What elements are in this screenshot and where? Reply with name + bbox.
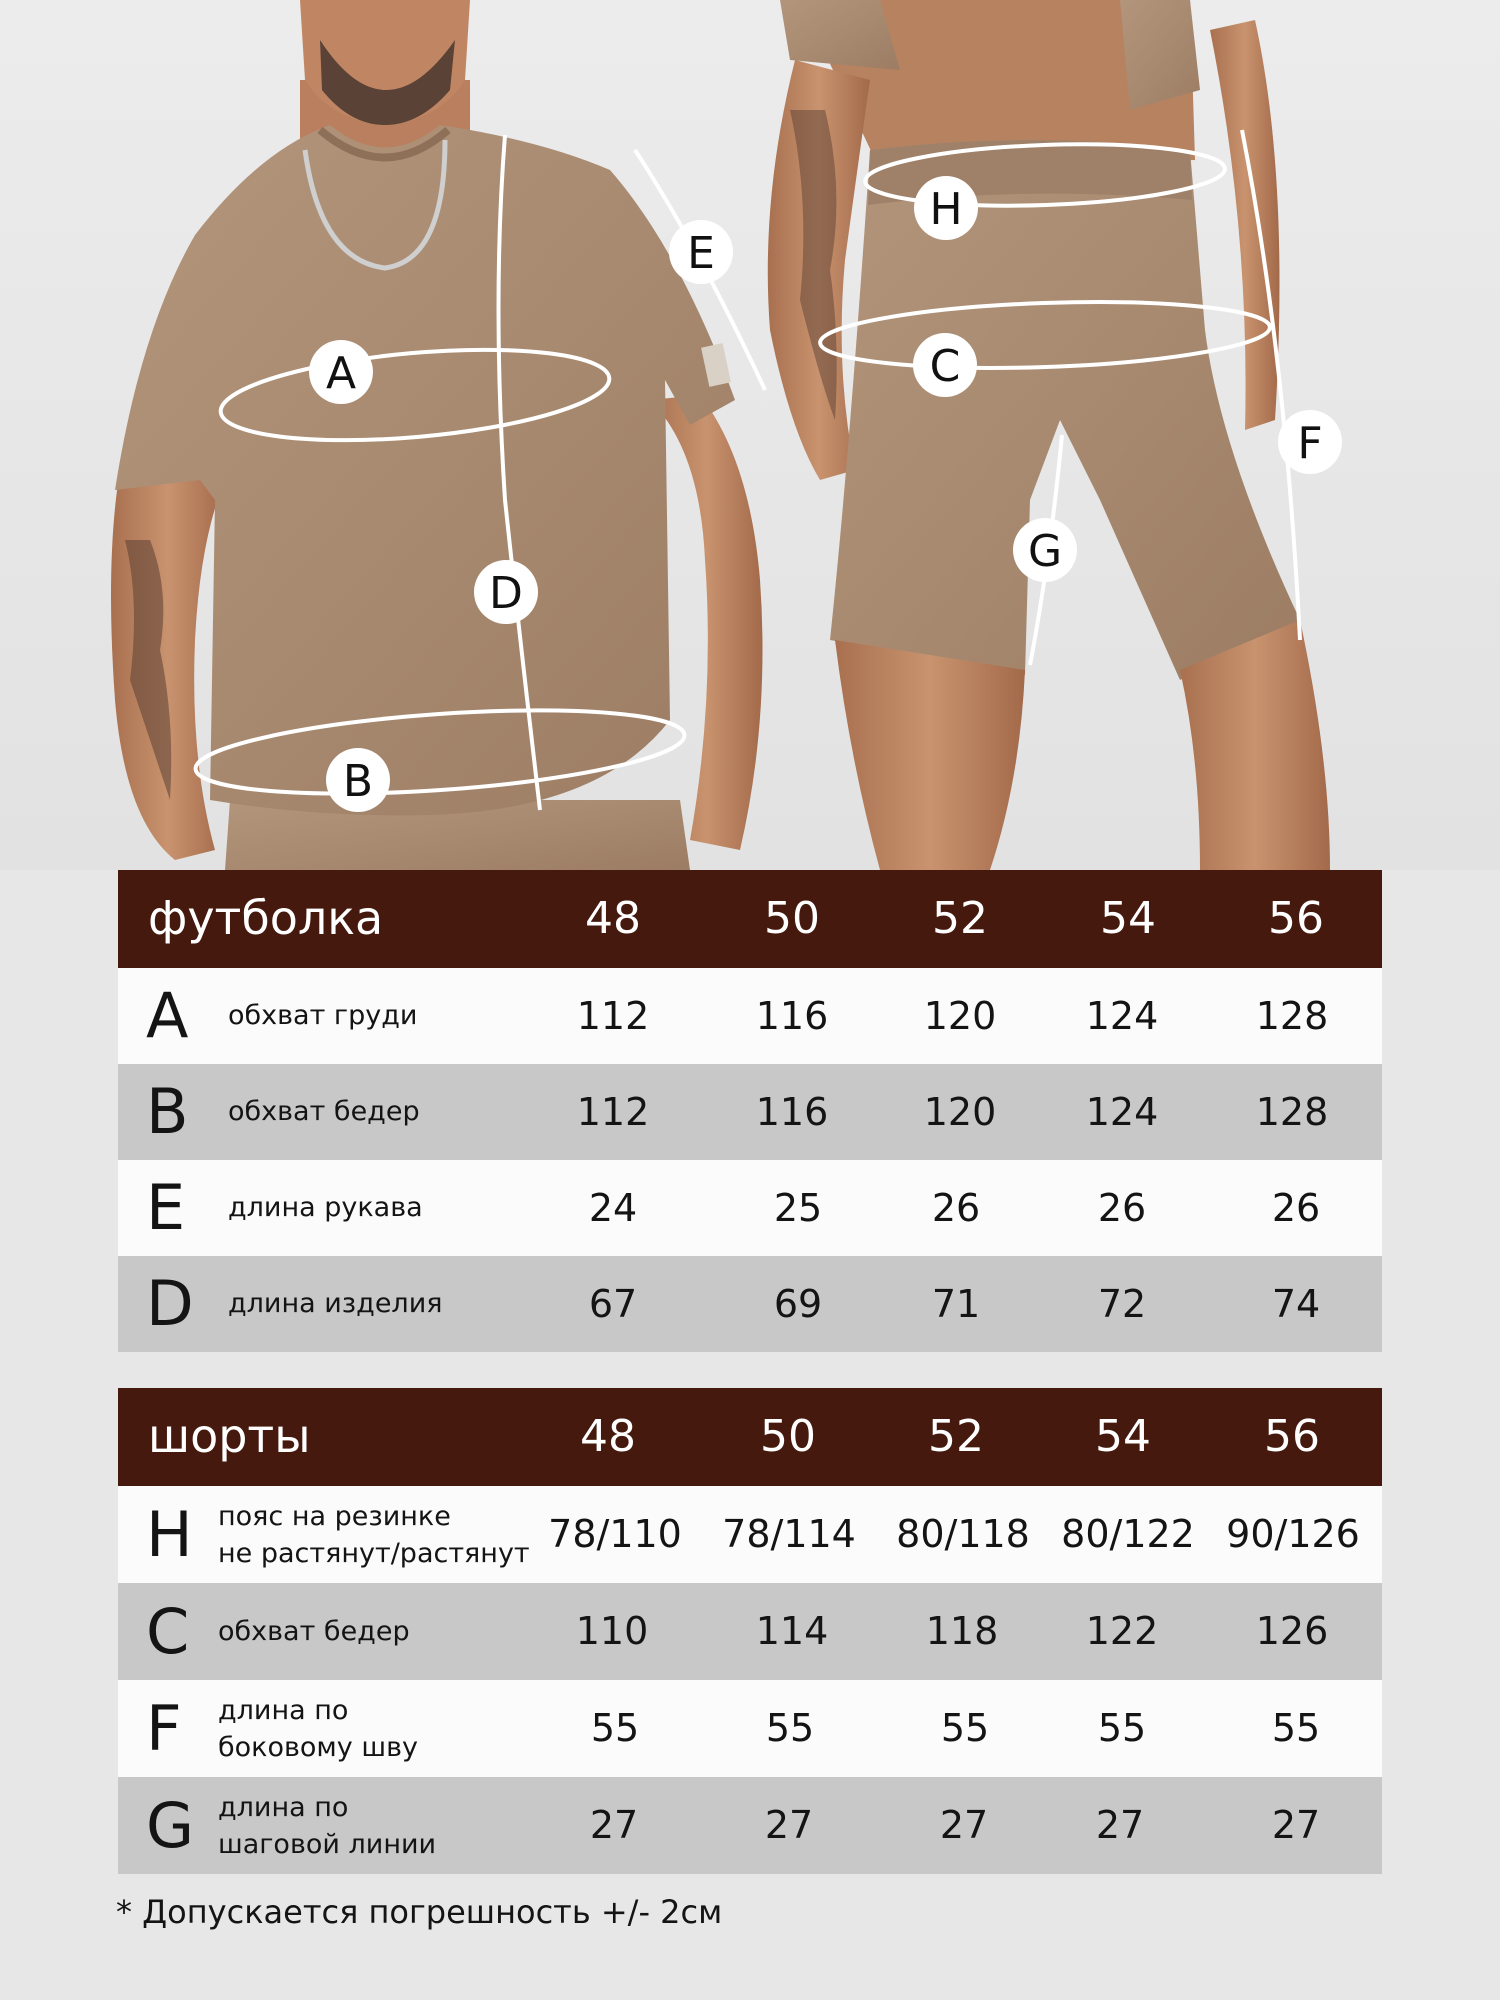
row-label-line2: боковому шву [218, 1731, 418, 1763]
row-letter: A [146, 979, 189, 1052]
table-cell: 116 [755, 994, 829, 1038]
row-letter: B [146, 1075, 189, 1148]
table-cell: 78/110 [548, 1512, 682, 1556]
size-header-56: 56 [1264, 1411, 1320, 1462]
table-cell: 71 [931, 1282, 981, 1326]
row-label-line1: обхват бедер [218, 1616, 410, 1647]
table-cell: 120 [923, 994, 997, 1038]
shorts-size-table [118, 1388, 1382, 1874]
row-label [218, 1486, 530, 1583]
table-cell: 128 [1255, 994, 1329, 1038]
row-label-line1: длина по [218, 1694, 349, 1726]
row-label: обхват бедер [228, 1096, 420, 1127]
table-cell: 67 [588, 1282, 638, 1326]
size-header-50: 50 [760, 1411, 816, 1462]
svg-text:A: A [325, 348, 357, 399]
size-header-48: 48 [580, 1411, 636, 1462]
row-letter: G [146, 1789, 195, 1862]
table-cell: 55 [1097, 1706, 1147, 1750]
table-cell: 90/126 [1226, 1512, 1360, 1556]
marker-f [1278, 410, 1342, 474]
svg-text:B: B [342, 756, 374, 807]
table-cell: 122 [1085, 1609, 1159, 1653]
row-label-line2: не растянут/растянут [218, 1537, 530, 1569]
row-letter: F [146, 1692, 182, 1765]
table-row [118, 1160, 1382, 1256]
table-cell: 27 [764, 1803, 814, 1847]
marker-c [913, 333, 977, 397]
table-row [118, 1064, 1382, 1160]
table-cell: 124 [1085, 1090, 1159, 1134]
row-label [218, 1777, 436, 1874]
table-cell: 80/122 [1061, 1512, 1195, 1556]
tshirt-table-title: футболка [148, 891, 384, 945]
table-cell: 69 [773, 1282, 823, 1326]
table-cell: 27 [939, 1803, 989, 1847]
row-label-line1: пояс на резинке [218, 1500, 451, 1532]
marker-h [914, 176, 978, 240]
row-letter: H [146, 1498, 193, 1571]
table-cell: 126 [1255, 1609, 1329, 1653]
svg-text:H: H [929, 184, 963, 235]
size-header-52: 52 [932, 893, 988, 944]
table-cell: 128 [1255, 1090, 1329, 1134]
svg-text:E: E [687, 228, 715, 279]
row-letter: D [146, 1267, 194, 1340]
row-label: обхват груди [228, 1000, 418, 1031]
size-guide-illustration [0, 0, 1500, 870]
table-cell: 27 [1271, 1803, 1321, 1847]
table-cell: 26 [931, 1186, 981, 1230]
table-cell: 112 [576, 1090, 650, 1134]
svg-text:G: G [1027, 526, 1063, 577]
table-cell: 80/118 [896, 1512, 1030, 1556]
table-row [118, 968, 1382, 1064]
size-header-54: 54 [1095, 1411, 1151, 1462]
table-row [118, 1777, 1382, 1874]
svg-text:D: D [489, 568, 523, 619]
table-row [118, 1583, 1382, 1680]
row-letter: E [146, 1171, 186, 1244]
table-row [118, 1256, 1382, 1352]
table-cell: 112 [576, 994, 650, 1038]
row-label [218, 1583, 410, 1680]
size-header-56: 56 [1268, 893, 1324, 944]
svg-text:C: C [929, 341, 961, 392]
table-row [118, 1486, 1382, 1583]
table-cell: 114 [755, 1609, 829, 1653]
table-cell: 120 [923, 1090, 997, 1134]
table-cell: 55 [590, 1706, 640, 1750]
row-label-line2: шаговой линии [218, 1828, 437, 1860]
table-cell: 55 [1271, 1706, 1321, 1750]
marker-a [309, 340, 373, 404]
table-cell: 26 [1097, 1186, 1147, 1230]
table-cell: 55 [940, 1706, 990, 1750]
table-cell: 116 [755, 1090, 829, 1134]
marker-b [326, 748, 390, 812]
shorts-table-title: шорты [148, 1409, 311, 1463]
table-cell: 124 [1085, 994, 1159, 1038]
tolerance-note: * Допускается погрешность +/- 2см [116, 1893, 723, 1931]
table-cell: 72 [1097, 1282, 1147, 1326]
tshirt-table-header [118, 870, 1382, 968]
table-cell: 74 [1271, 1282, 1321, 1326]
table-cell: 78/114 [722, 1512, 856, 1556]
marker-d [474, 560, 538, 624]
marker-e [669, 220, 733, 284]
marker-g [1013, 518, 1077, 582]
table-cell: 118 [925, 1609, 999, 1653]
table-cell: 55 [765, 1706, 815, 1750]
row-label: длина рукава [228, 1192, 423, 1223]
table-row [118, 1680, 1382, 1777]
size-header-54: 54 [1100, 893, 1156, 944]
size-header-52: 52 [928, 1411, 984, 1462]
table-cell: 25 [773, 1186, 823, 1230]
table-cell: 27 [1095, 1803, 1145, 1847]
row-label: длина изделия [228, 1288, 443, 1319]
table-cell: 110 [575, 1609, 649, 1653]
row-letter: C [146, 1595, 190, 1668]
tshirt-size-table [118, 870, 1382, 1352]
size-header-50: 50 [764, 893, 820, 944]
shorts-table-header [118, 1388, 1382, 1486]
table-cell: 24 [588, 1186, 638, 1230]
row-label [218, 1680, 418, 1777]
size-header-48: 48 [585, 893, 641, 944]
svg-text:F: F [1297, 418, 1323, 469]
table-cell: 27 [589, 1803, 639, 1847]
row-label-line1: длина по [218, 1791, 349, 1823]
measurement-markers [0, 0, 1500, 870]
table-cell: 26 [1271, 1186, 1321, 1230]
